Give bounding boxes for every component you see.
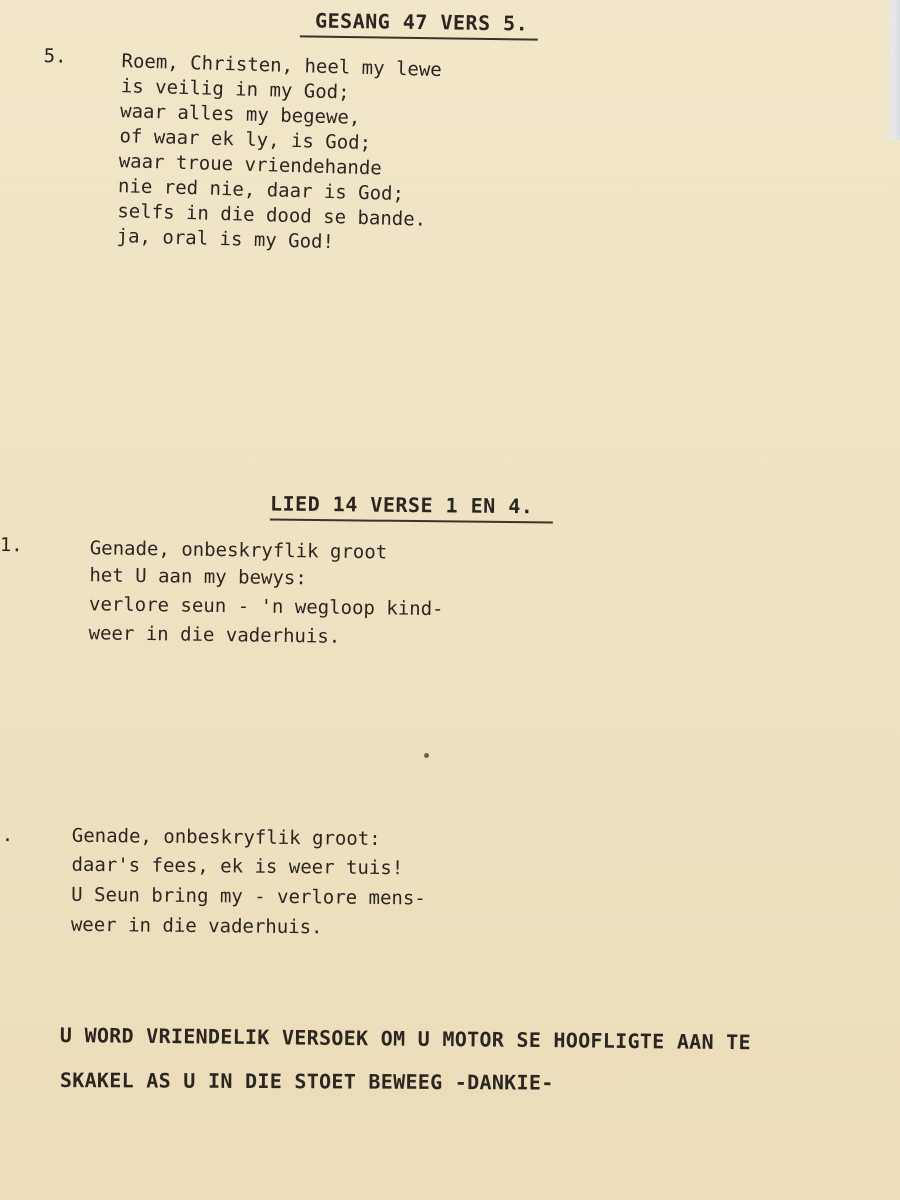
verse-line: nie red nie, daar is God; xyxy=(117,175,405,206)
verse-line: ja, oral is my God! xyxy=(116,225,335,254)
verse-line: weer in die vaderhuis. xyxy=(88,622,341,648)
verse-line: Roem, Christen, heel my lewe xyxy=(121,50,443,82)
notice-line-1: U WORD VRIENDELIK VERSOEK OM U MOTOR SE HOOFLIGTE AAN TE xyxy=(59,1023,752,1055)
page-edge-shadow xyxy=(886,0,900,140)
verse-line: het U aan my bewys: xyxy=(89,564,307,590)
verse-line: Genade, onbeskryflik groot xyxy=(89,537,388,564)
verse-line: selfs in die dood se bande. xyxy=(117,200,427,231)
notice-line-2: SKAKEL AS U IN DIE STOET BEWEEG -DANKIE- xyxy=(59,1068,554,1095)
section-heading-lied: LIED 14 VERSE 1 EN 4. xyxy=(270,492,554,524)
verse-line: waar troue vriendehande xyxy=(118,150,383,180)
verse-line: verlore seun - 'n wegloop kind- xyxy=(88,593,444,621)
verse-line: is veilig in my God; xyxy=(120,75,350,104)
verse-number: . xyxy=(1,823,14,847)
verse-line: weer in die vaderhuis. xyxy=(70,913,323,939)
verse-number: 1. xyxy=(0,533,23,557)
verse-line: waar alles my begewe, xyxy=(119,100,361,129)
verse-line: U Seun bring my - verlore mens- xyxy=(71,883,426,910)
section-heading-gesang: GESANG 47 VERS 5. xyxy=(300,8,539,40)
verse-line: Genade, onbeskryflik groot: xyxy=(71,824,381,850)
paper-speck xyxy=(424,753,429,758)
verse-line: daar's fees, ek is weer tuis! xyxy=(71,853,404,880)
verse-number: 5. xyxy=(43,45,67,68)
verse-line: of waar ek ly, is God; xyxy=(119,125,372,155)
